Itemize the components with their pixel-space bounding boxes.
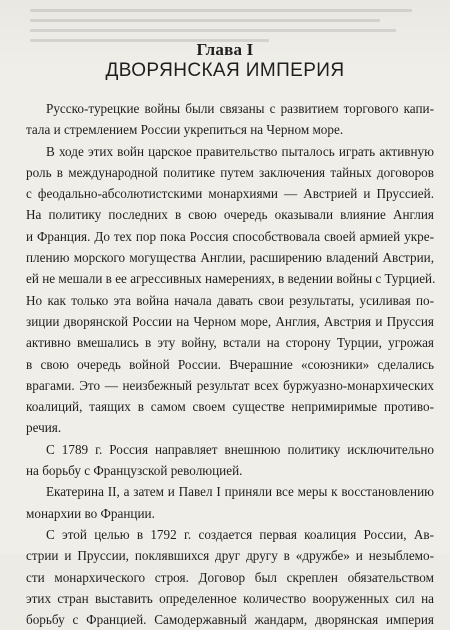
text-line: врагами. Это — неизбежный результат всех буржуазно-монархических [26,377,434,393]
text-line: с феодально-абсолютистскими монархиями — Австрией и Пруссией. [26,186,434,202]
text-line: сти монархического строя. Договор был скреплен обязательством [26,569,434,585]
text-line: и Франция. До тех пор пока Россия способствовала своей армией укре- [26,228,434,244]
chapter-title: ДВОРЯНСКАЯ ИМПЕРИЯ [105,60,345,81]
text-line: активно вмешались в эту войну, встали на сторону Турции, угрожая [26,335,434,351]
show-through-text [30,2,428,42]
text-line: С этой целью в 1792 г. создается первая коалиция России, Ав- [46,526,434,542]
text-line: стрии и Пруссии, поклявшихся друг другу в «дружбе» и незыблемо- [26,548,434,564]
text-line: На политику последних в свою очередь оказывали влияние Англия [26,207,434,223]
text-line: Русско-турецкие войны были связаны с развитием торгового капи- [46,101,434,116]
chapter-label: Глава I [196,40,254,59]
text-line: в свою очередь войной России. Вчерашние «союзники» сделались [26,356,434,372]
text-line: Екатерина II, а затем и Павел I приняли все меры к восстановлению [46,484,434,500]
text-line: С 1789 г. Россия направляет внешнюю политику исключительно [46,441,434,457]
text-line: речия. [26,420,62,436]
text-line: монархии во Франции. [26,505,155,521]
text-line: этих стран выставить определенное количество вооруженных сил на [26,590,434,606]
text-line: ей не мешали в ее агрессивных намерениях, в ведении войны с Турцией. [26,271,436,287]
text-line: зиции дворянской России на Черном море, Англия, Австрия и Пруссия [26,313,434,329]
chapter-body-text [26,98,434,630]
text-line: роль в международной политике путем заключения тайных договоров [26,164,434,180]
text-line: Но как только эта война начала давать свои результаты, усиливая по- [26,292,434,308]
text-line: плению морского могущества Англии, расширению владений Австрии, [26,250,434,266]
text-line: коалиций, таящих в самом своем существе непримиримые противо- [26,399,434,415]
text-line: В ходе этих войн царское правительство пыталось играть активную [46,143,434,159]
text-line: тала и стремлением России укрепиться на Черном море. [26,122,344,138]
text-line: на борьбу с Французской революцией. [26,463,243,479]
text-line: борьбу с Францией. Самодержавный жандарм, дворянская империя [26,612,434,628]
